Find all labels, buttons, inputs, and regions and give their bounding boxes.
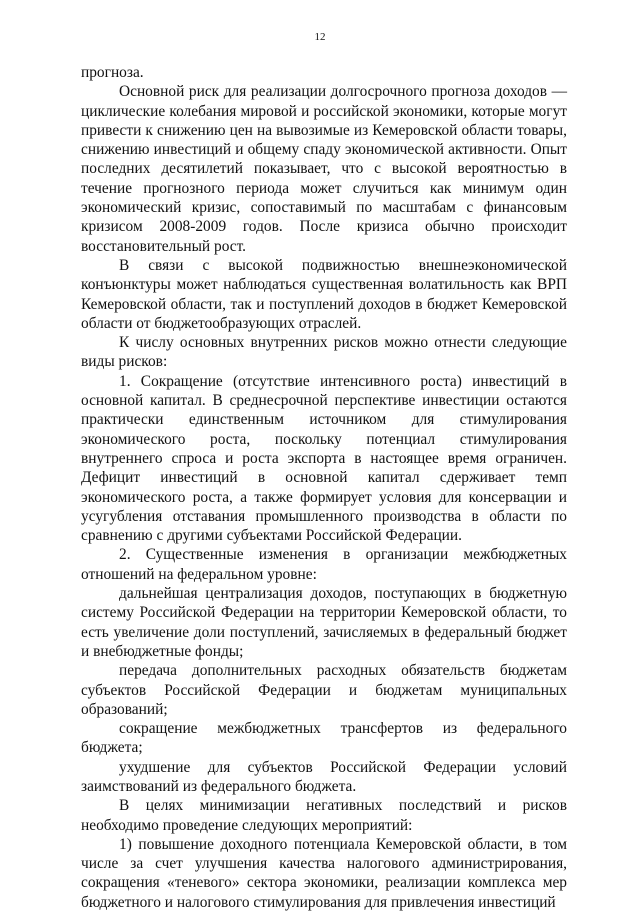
paragraph-volatility: В связи с высокой подвижностью внешнеэкономической конъюнктуры может наблюдаться существенная волатильность как ВРП Кемеровской области, так и поступлений доходов в бюджет Кемеровской области от бюджетообразующих отраслей. xyxy=(81,256,567,332)
paragraph-risk-2: 2. Существенные изменения в организации межбюджетных отношений на федеральном уровне: xyxy=(81,546,567,583)
document-body xyxy=(81,63,567,912)
paragraph-borrowing: ухудшение для субъектов Российской Федерации условий заимствований из федерального бюджета. xyxy=(81,758,567,795)
paragraph-centralization: дальнейшая централизация доходов, поступающих в бюджетную систему Российской Федерации на территории Кемеровской области, то есть увеличение доли поступлений, зачисляемых в федеральный бюджет и внебюджетные фонды; xyxy=(81,585,567,660)
paragraph-continuation: прогноза. xyxy=(81,64,144,81)
paragraph-risk-1: 1. Сокращение (отсутствие интенсивного роста) инвестиций в основной капитал. В среднесрочной перспективе инвестиции остаются практически единственным источником для стимулирования экономического роста, поскольку потенциал стимулирования внутреннего спроса и роста экспорта в настоящее время ограничен. Дефицит инвестиций в основной капитал сдерживает темп экономического роста, а также формирует условия для консервации и усугубления отставания промышленного производства в области по сравнению с другими субъектами Российской Федерации. xyxy=(81,372,567,545)
paragraph-internal-risks: К числу основных внутренних рисков можно отнести следующие виды рисков: xyxy=(81,334,567,371)
paragraph-measures: В целях минимизации негативных последствий и рисков необходимо проведение следующих мероприятий: xyxy=(81,797,567,834)
page-number: 12 xyxy=(314,31,326,43)
paragraph-measure-1: 1) повышение доходного потенциала Кемеровской области, в том числе за счет улучшения качества налогового администрирования, сокращения «теневого» сектора экономики, реализации комплекса мер бюджетного и налогового стимулирования для привлечения инвестиций xyxy=(81,835,567,911)
paragraph-main-risk: Основной риск для реализации долгосрочного прогноза доходов — циклические колебания мировой и российской экономики, которые могут привести к снижению цен на вывозимые из Кемеровской области товары, снижению инвестиций и общему спаду экономической активности. Опыт последних десятилетий показывает, что с высокой вероятностью в течение прогнозного периода может случиться как минимум один экономический кризис, сопоставимый по масштабам с финансовым кризисом 2008-2009 годов. После кризиса обычно происходит восстановительный рост. xyxy=(81,83,567,255)
paragraph-transfers: сокращение межбюджетных трансфертов из федерального бюджета; xyxy=(81,720,567,757)
paragraph-obligations: передача дополнительных расходных обязательств бюджетам субъектов Российской Федерации и бюджетам муниципальных образований; xyxy=(81,662,567,718)
